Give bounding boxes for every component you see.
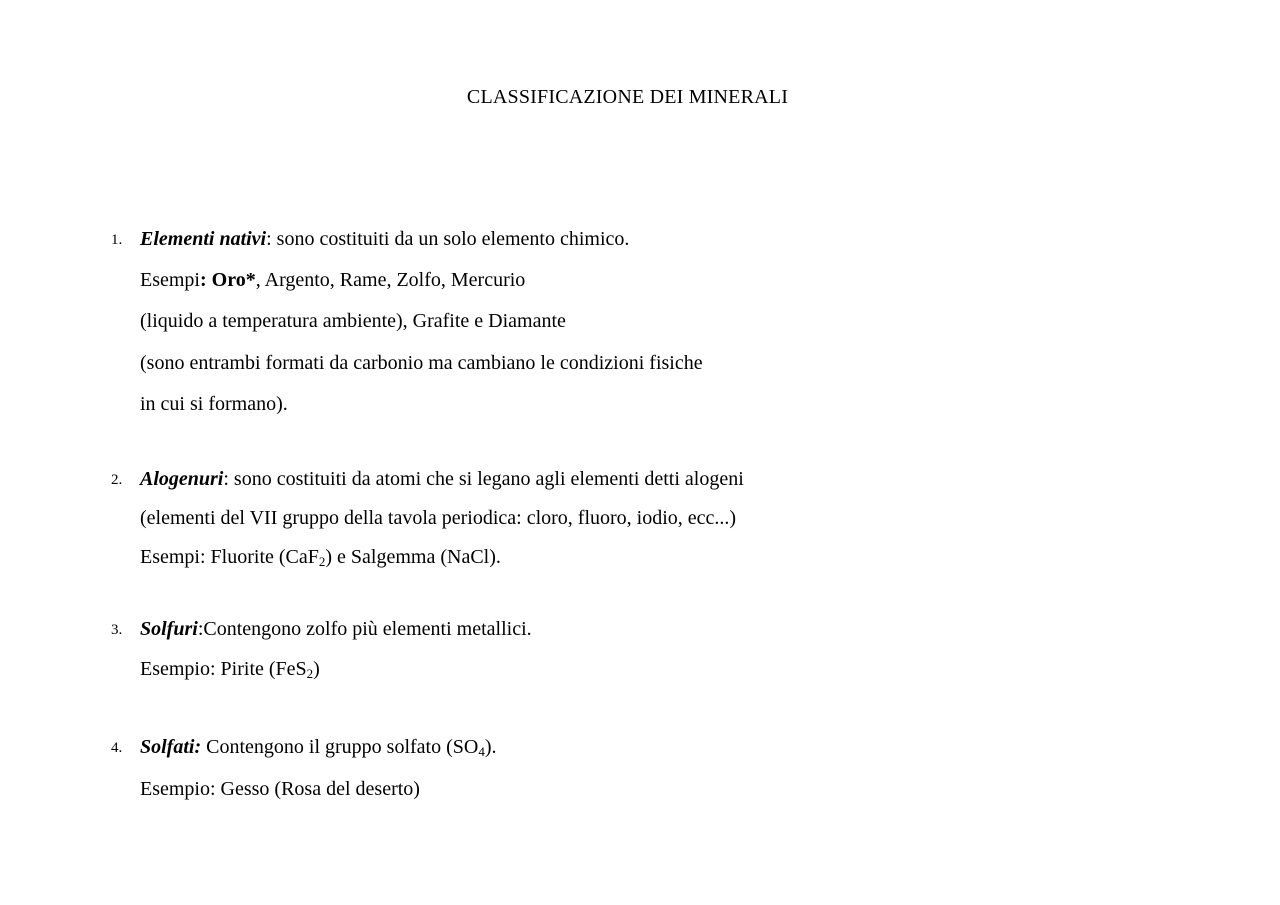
item-3-term: Solfuri xyxy=(140,618,198,640)
item-1-term: Elementi nativi xyxy=(140,228,267,250)
item-1-line-4: (sono entrambi formati da carbonio ma cambiano le condizioni fisiche xyxy=(140,352,703,374)
item-3-description: :Contengono zolfo più elementi metallici. xyxy=(197,618,532,640)
item-1-line-3: (liquido a temperatura ambiente), Grafite e Diamante xyxy=(140,310,566,332)
list-number-3: 3. xyxy=(111,622,123,638)
item-2-heading-line xyxy=(140,469,744,489)
item-1-examples-line xyxy=(140,270,525,290)
item-1-examples-prefix: Esempi xyxy=(140,269,200,291)
list-number-1: 1. xyxy=(111,232,123,248)
list-number-4: 4. xyxy=(111,740,123,756)
item-1-description: : sono costituiti da un solo elemento chimico. xyxy=(266,228,630,250)
item-1-line-5: in cui si formano). xyxy=(140,393,288,415)
item-4-description-subscript: 4 xyxy=(478,744,485,759)
item-2-example-subscript: 2 xyxy=(318,554,326,569)
item-2-term: Alogenuri xyxy=(140,468,224,490)
item-3-examples-line xyxy=(140,659,320,679)
item-2-example-b: ) e Salgemma (NaCl). xyxy=(325,546,501,568)
item-1-heading-line xyxy=(140,229,629,249)
item-3-heading-line xyxy=(140,619,532,639)
item-2-example-a: Esempi: Fluorite (CaF xyxy=(140,546,319,568)
item-4-description-b: ). xyxy=(484,736,497,758)
item-1-examples-bold: : Oro* xyxy=(200,269,256,291)
item-4-description-a: Contengono il gruppo solfato (SO xyxy=(201,736,479,758)
page-title: CLASSIFICAZIONE DEI MINERALI xyxy=(466,86,789,108)
item-3-example-a: Esempio: Pirite (FeS xyxy=(140,658,307,680)
item-1-examples-rest: , Argento, Rame, Zolfo, Mercurio xyxy=(255,269,526,291)
item-2-examples-line xyxy=(140,547,501,567)
item-2-line-2: (elementi del VII gruppo della tavola periodica: cloro, fluoro, iodio, ecc...) xyxy=(140,507,737,529)
item-3-example-b: ) xyxy=(313,658,320,680)
item-3-example-subscript: 2 xyxy=(306,666,314,681)
item-4-example-line: Esempio: Gesso (Rosa del deserto) xyxy=(140,778,420,800)
item-4-heading-line xyxy=(140,737,497,757)
item-2-description: : sono costituiti da atomi che si legano agli elementi detti alogeni xyxy=(223,468,744,490)
list-number-2: 2. xyxy=(111,472,123,488)
item-4-term: Solfati: xyxy=(140,736,202,758)
